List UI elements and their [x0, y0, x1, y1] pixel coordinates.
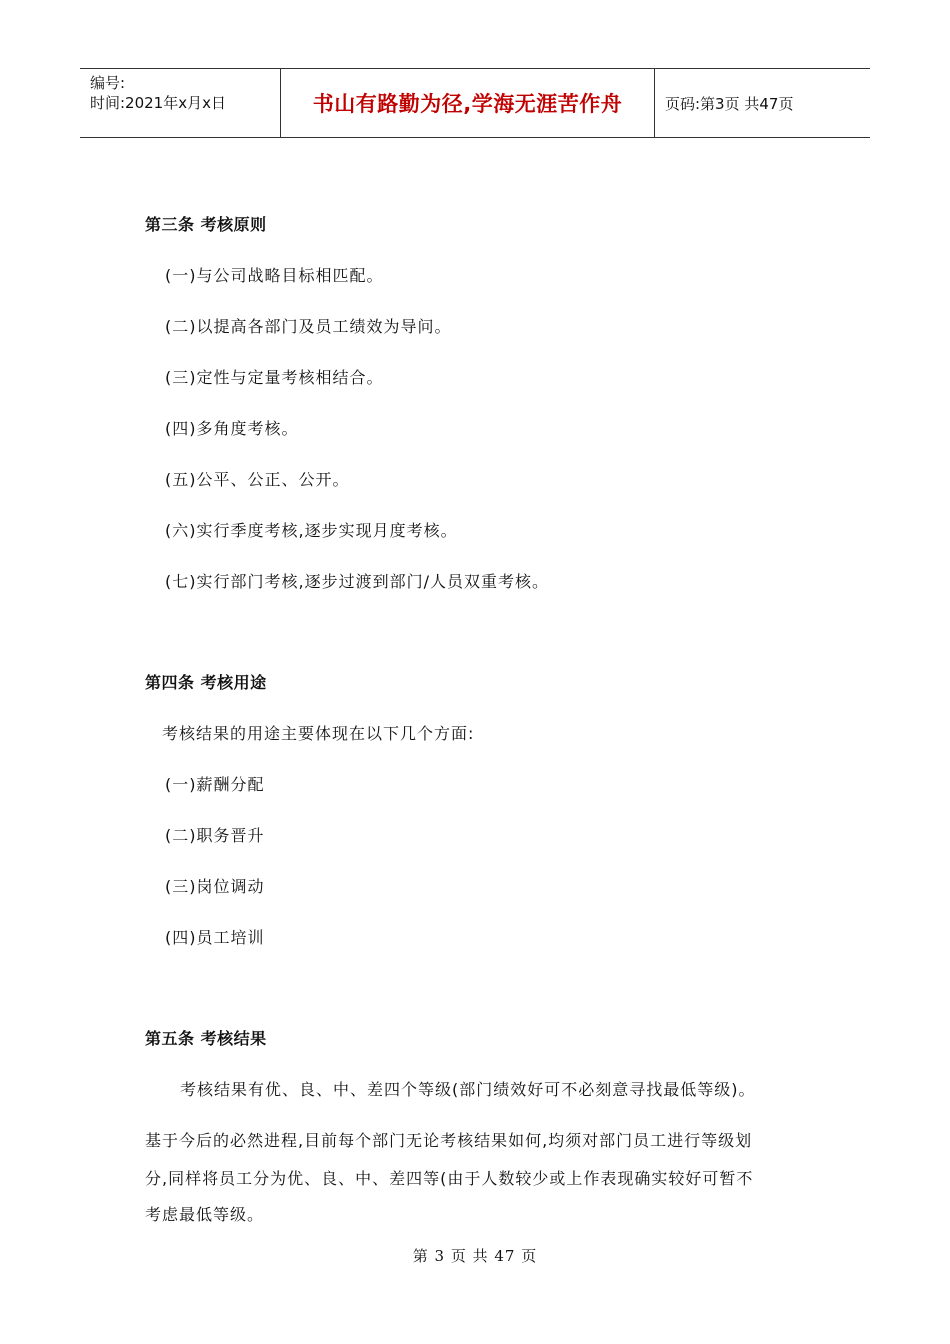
list-item: (一)与公司战略目标相匹配。: [165, 266, 384, 285]
paragraph-line: 基于今后的必然进程,目前每个部门无论考核结果如何,均须对部门员工进行等级划: [145, 1131, 753, 1150]
page-header: [80, 68, 870, 138]
header-meta: [80, 69, 280, 137]
list-item: (二)以提高各部门及员工绩效为导问。: [165, 317, 452, 336]
list-item: (二)职务晋升: [165, 826, 265, 845]
list-item: (四)多角度考核。: [165, 419, 299, 438]
section-heading: 第三条 考核原则: [145, 215, 267, 234]
header-page-info: 页码:第3页 共47页: [665, 94, 794, 113]
time-label: 时间:2021年x月x日: [90, 94, 226, 112]
section-heading: 第五条 考核结果: [145, 1029, 267, 1048]
list-item: (五)公平、公正、公开。: [165, 470, 350, 489]
list-item: (六)实行季度考核,逐步实现月度考核。: [165, 521, 458, 540]
list-item: (一)薪酬分配: [165, 775, 265, 794]
header-motto: 书山有路勤为径,学海无涯苦作舟: [280, 69, 655, 137]
section-heading: 第四条 考核用途: [145, 673, 267, 692]
list-item: (三)定性与定量考核相结合。: [165, 368, 384, 387]
list-item: (四)员工培训: [165, 928, 265, 947]
paragraph-line: 分,同样将员工分为优、良、中、差四等(由于人数较少或上作表现确实较好可暂不: [145, 1169, 754, 1188]
section-intro: 考核结果的用途主要体现在以下几个方面:: [162, 724, 475, 743]
number-label: 编号:: [90, 74, 126, 92]
page-footer: 第 3 页 共 47 页: [412, 1247, 538, 1265]
list-item: (三)岗位调动: [165, 877, 265, 896]
paragraph-line: 考虑最低等级。: [145, 1205, 265, 1224]
paragraph: 考核结果有优、良、中、差四个等级(部门绩效好可不必刻意寻找最低等级)。: [180, 1080, 756, 1099]
list-item: (七)实行部门考核,逐步过渡到部门/人员双重考核。: [165, 572, 549, 591]
